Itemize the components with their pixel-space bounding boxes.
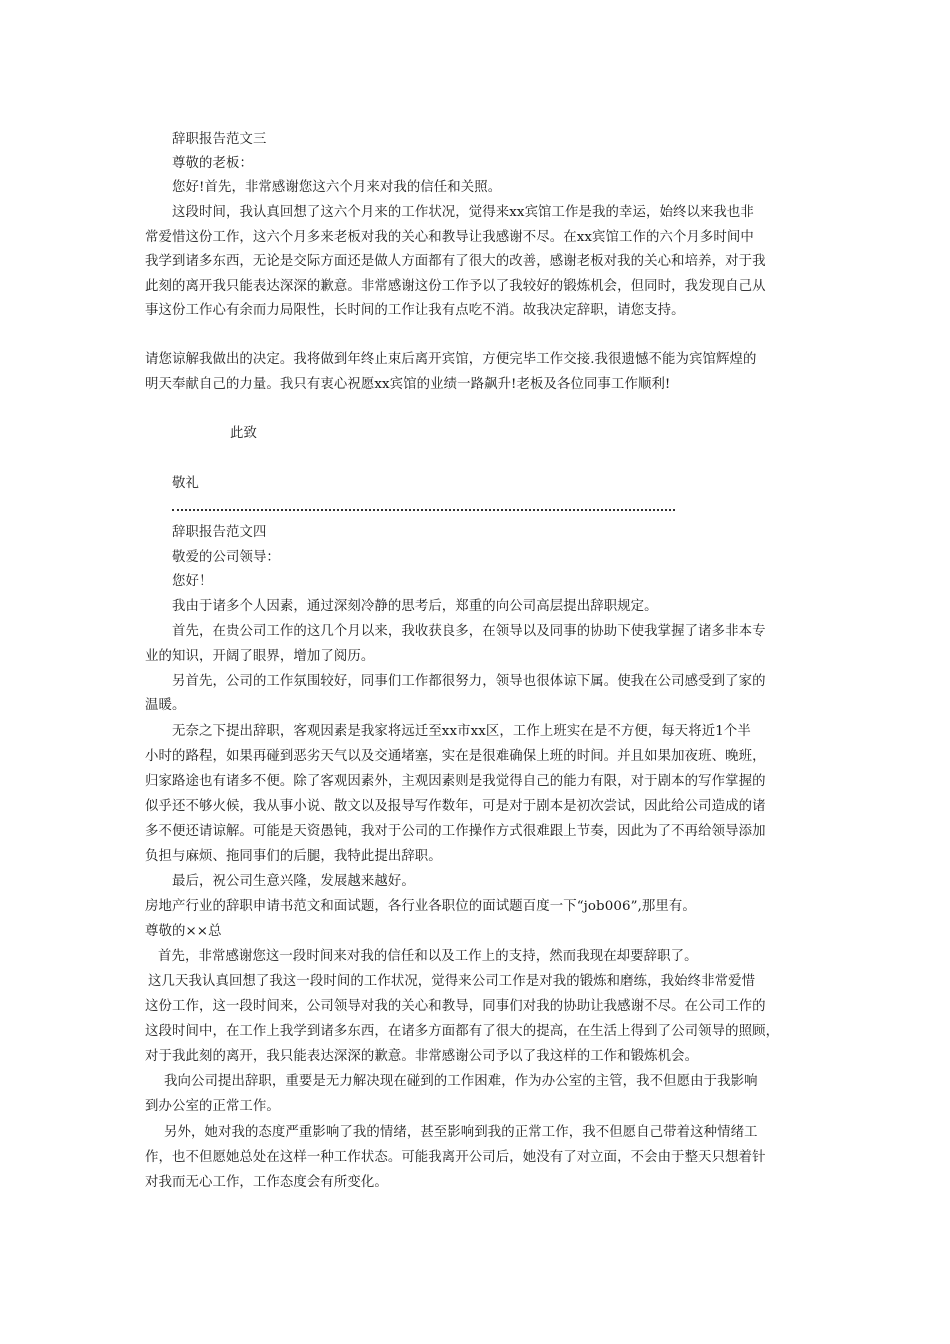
section5-salutation: 尊敬的××总 <box>145 924 222 939</box>
section4-p4-line: 归家路途也有诸多不便。除了客观因素外，主观因素则是我觉得自己的能力有限，对于剧本的写作掌握的 <box>145 774 766 789</box>
section3-salutation: 尊敬的老板： <box>172 156 253 171</box>
section3-p2-line: 明天奉献自己的力量。我只有衷心祝愿xx宾馆的业绩一路飙升!老板及各位同事工作顺利! <box>145 377 671 392</box>
section4-p4-line: 多不便还请谅解。可能是天资愚钝，我对于公司的工作操作方式很难跟上节奏，因此为了不再给领导添加 <box>145 824 766 839</box>
section5-p2-line: 这几天我认真回想了我这一段时间的工作状况，觉得来公司工作是对我的锻炼和磨练，我始终非常爱惜 <box>148 974 756 989</box>
section5-intro: 房地产行业的辞职申请书范文和面试题，各行业各职位的面试题百度一下“job006”,那里有。 <box>145 899 696 914</box>
section5-p3-line: 到办公室的正常工作。 <box>145 1099 280 1114</box>
section4-p4-line: 小时的路程，如果再碰到恶劣天气以及交通堵塞，实在是很难确保上班的时间。并且如果加夜班、晚班， <box>145 749 766 764</box>
section4-p2-line: 业的知识，开阔了眼界，增加了阅历。 <box>145 649 375 664</box>
section5-p4-line: 对我而无心工作，工作态度会有所变化。 <box>145 1175 388 1190</box>
section5-p2-line: 对于我此刻的离开，我只能表达深深的歉意。非常感谢公司予以了我这样的工作和锻炼机会。 <box>145 1049 699 1064</box>
section3-p1-line: 我学到诸多东西，无论是交际方面还是做人方面都有了很大的改善，感谢老板对我的关心和培养，对于我 <box>145 254 766 269</box>
section3-p1-line: 常爱惜这份工作，这六个月多来老板对我的关心和教导让我感谢不尽。在xx宾馆工作的六个月多时间中 <box>145 230 754 245</box>
section3-greeting: 您好!首先，非常感谢您这六个月来对我的信任和关照。 <box>172 180 502 195</box>
section3-p1-line: 这段时间，我认真回想了这六个月来的工作状况，觉得来xx宾馆工作是我的幸运，始终以来我也非 <box>172 205 754 220</box>
section4-p3-line: 另首先，公司的工作氛围较好，同事们工作都很努力，领导也很体谅下属。使我在公司感受到了家的 <box>172 674 766 689</box>
section4-p4-line: 似乎还不够火候，我从事小说、散文以及报导写作数年，可是对于剧本是初次尝试，因此给公司造成的诸 <box>145 799 766 814</box>
section4-p3-line: 温暖。 <box>145 698 186 713</box>
section4-title: 辞职报告范文四 <box>172 525 267 540</box>
section5-p4-line: 另外，她对我的态度严重影响了我的情绪，甚至影响到我的正常工作，我不但愿自己带着这种情绪工 <box>164 1125 758 1140</box>
section4-greeting: 您好！ <box>172 574 213 589</box>
section4-p4-line: 负担与麻烦、拖同事们的后腿，我特此提出辞职。 <box>145 849 442 864</box>
section5-p1: 首先，非常感谢您这一段时间来对我的信任和以及工作上的支持，然而我现在却要辞职了。 <box>158 949 698 964</box>
section4-p4-line: 无奈之下提出辞职，客观因素是我家将远迁至xx市xx区，工作上班实在是不方便，每天将近1个半 <box>172 724 751 739</box>
section3-p2-line: 请您谅解我做出的决定。我将做到年终止束后离开宾馆，方便完毕工作交接.我很遗憾不能为宾馆辉煌的 <box>145 352 757 367</box>
section4-salutation: 敬爱的公司领导： <box>172 550 280 565</box>
section3-title: 辞职报告范文三 <box>172 132 267 147</box>
section4-p2-line: 首先，在贵公司工作的这几个月以来，我收获良多，在领导以及同事的协助下使我掌握了诸多非本专 <box>172 624 766 639</box>
section5-p2-line: 这份工作，这一段时间来，公司领导对我的关心和教导，同事们对我的协助让我感谢不尽。在公司工作的 <box>145 999 766 1014</box>
section3-closing-cizhi: 此致 <box>230 426 257 441</box>
section4-p5: 最后，祝公司生意兴隆，发展越来越好。 <box>172 874 415 889</box>
section5-p2-line: 这段时间中，在工作上我学到诸多东西，在诸多方面都有了很大的提高，在生活上得到了公司领导的照顾， <box>145 1024 780 1039</box>
section5-p4-line: 作，也不但愿她总处在这样一种工作状态。可能我离开公司后，她没有了对立面，不会由于整天只想着针 <box>145 1150 766 1165</box>
section3-p1-line: 此刻的离开我只能表达深深的歉意。非常感谢这份工作予以了我较好的锻炼机会，但同时，我发现自己从 <box>145 279 766 294</box>
section3-closing-jingli: 敬礼 <box>172 476 199 491</box>
section3-p1-line: 事这份工作心有余而力局限性，长时间的工作让我有点吃不消。故我决定辞职，请您支持。 <box>145 303 685 318</box>
dotted-separator <box>172 497 675 511</box>
section4-p1: 我由于诸多个人因素，通过深刻冷静的思考后，郑重的向公司高层提出辞职规定。 <box>172 599 658 614</box>
section5-p3-line: 我向公司提出辞职，重要是无力解决现在碰到的工作困难，作为办公室的主管，我不但愿由于我影响 <box>164 1074 758 1089</box>
